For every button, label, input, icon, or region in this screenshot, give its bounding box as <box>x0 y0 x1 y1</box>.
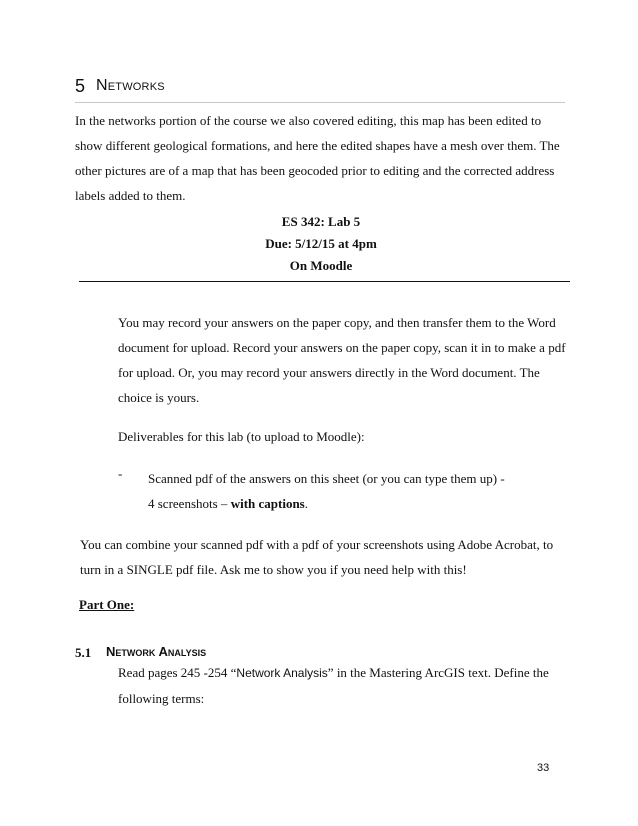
deliverable-line-1: Scanned pdf of the answers on this sheet (or you can type them up) - <box>148 471 505 486</box>
instructions-paragraph: You may record your answers on the paper copy, and then transfer them to the Word document for upload. Record your answers on the paper copy, scan it in to make a pdf for upload. Or, you may record your answers directly in the Word document. The choice is yours. <box>118 315 566 405</box>
reading-chapter-name: Network Analysis <box>236 666 328 680</box>
deliverable-bullet-marker: - <box>118 466 123 481</box>
lab-title: ES 342: Lab 5 <box>281 214 361 229</box>
deliverable-bold-text: with captions <box>230 496 305 511</box>
lab-due-date: Due: 5/12/15 at 4pm <box>265 236 377 251</box>
subsection-title: Network Analysis <box>106 644 207 659</box>
part-one-heading: Part One: <box>79 597 135 612</box>
deliverable-item <box>148 466 568 516</box>
reading-prefix: Read pages 245 -254 “ <box>118 665 237 680</box>
deliverable-line-2-suffix: . <box>304 496 308 511</box>
deliverable-line-2-prefix: 4 screenshots – <box>148 496 231 511</box>
deliverable-line-2 <box>148 491 568 516</box>
section-title: Networks <box>96 77 165 94</box>
combine-paragraph: You can combine your scanned pdf with a pdf of your screenshots using Adobe Acrobat, to turn in a SINGLE pdf file. Ask me to show you if you need help with this! <box>80 537 554 577</box>
lab-submission-location: On Moodle <box>289 258 353 273</box>
reading-suffix: ” in the Mastering ArcGIS text. Define the following terms: <box>118 665 549 706</box>
intro-paragraph: In the networks portion of the course we also covered editing, this map has been edited to show different geological formations, and here the edited shapes have a mesh over them. The other pictures are of a map that has been geocoded prior to editing and the corrected address labels added to them. <box>75 113 560 203</box>
section-number: 5 <box>75 76 86 96</box>
subsection-number: 5.1 <box>75 645 92 660</box>
page-number: 33 <box>537 762 550 774</box>
deliverables-intro: Deliverables for this lab (to upload to Moodle): <box>118 429 365 444</box>
section-heading <box>75 76 565 103</box>
reading-assignment <box>118 660 568 711</box>
horizontal-rule <box>79 281 570 282</box>
